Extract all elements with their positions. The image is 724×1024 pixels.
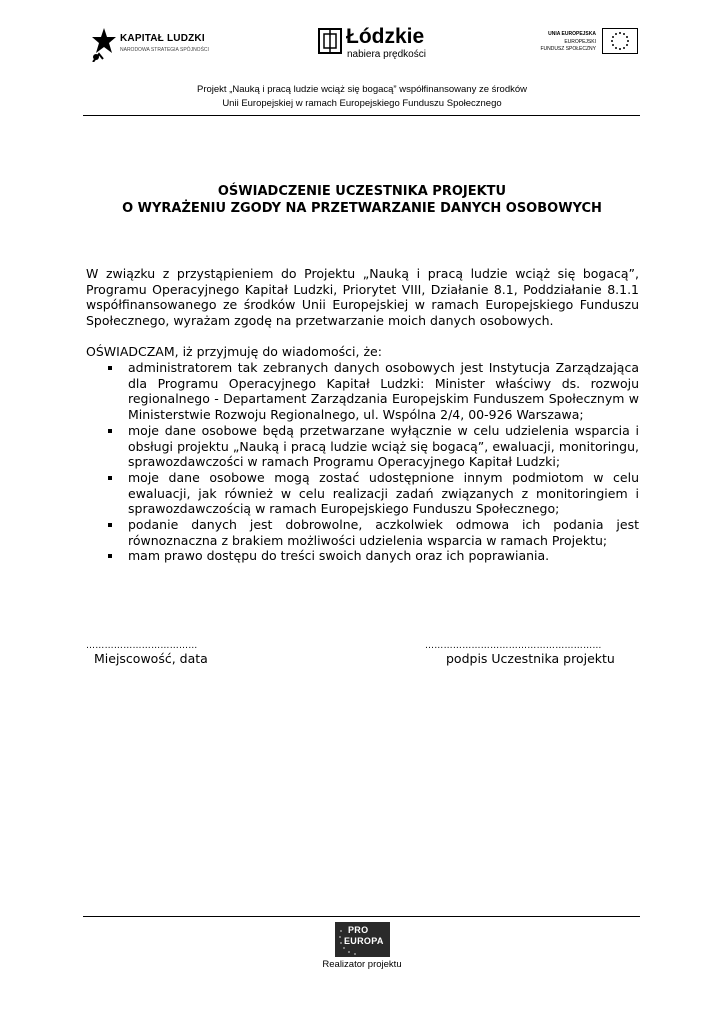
kapital-ludzki-title: KAPITAŁ LUDZKI bbox=[120, 33, 205, 44]
eu-logo-line2: EUROPEJSKI bbox=[564, 39, 596, 45]
title-line-2: O WYRAŻENIU ZGODY NA PRZETWARZANIE DANYCH OSOBOWYCH bbox=[122, 201, 602, 216]
eu-logo-line3: FUNDUSZ SPOŁECZNY bbox=[540, 46, 596, 52]
document-title bbox=[0, 183, 724, 217]
declaration-line: OŚWIADCZAM, iż przyjmuję do wiadomości, że: bbox=[86, 344, 382, 360]
list-item: podanie danych jest dobrowolne, aczkolwiek odmowa ich podania jest równoznaczna z brakiem możliwości udzielenia wsparcia w ramach Projektu; bbox=[86, 517, 639, 548]
project-cofinancing-note bbox=[0, 83, 724, 111]
lodzkie-logo bbox=[318, 26, 438, 62]
star-figure-icon bbox=[90, 26, 116, 62]
list-item: administratorem tak zebranych danych osobowych jest Instytucja Zarządzająca dla Programu Operacyjnego Kapitał Ludzki: Minister właściwy ds. rozwoju regionalnego - Departament Zarządzania Europejskim Funduszem Społecznym w Ministerstwie Rozwoju Regionalnego, ul. Wspólna 2/4, 00-926 Warszawa; bbox=[86, 360, 639, 423]
lodzkie-mark-icon bbox=[318, 28, 342, 54]
signature-line: ………………………………………………… bbox=[425, 641, 602, 651]
declaration-list bbox=[86, 360, 639, 564]
pro-logo-line1: PRO bbox=[348, 925, 369, 935]
pro-logo-line2: EUROPA bbox=[344, 936, 384, 946]
lodzkie-title: Łódzkie bbox=[346, 25, 425, 48]
lodzkie-tagline: nabiera prędkości bbox=[347, 49, 426, 60]
intro-paragraph: W związku z przystąpieniem do Projektu „Nauką i pracą ludzie wciąż się bogacą”, Programu Operacyjnego Kapitał Ludzki, Priorytet VIII, Działanie 8.1, Poddziałanie 8.1.1 współfinansowanego ze środków Unii Europejskiej w ramach Europejskiego Funduszu Społecznego, wyrażam zgodę na przetwarzanie moich danych osobowych. bbox=[86, 266, 639, 329]
signature-label: podpis Uczestnika projektu bbox=[446, 651, 615, 666]
header-divider bbox=[83, 115, 640, 116]
kapital-ludzki-logo bbox=[90, 26, 230, 62]
place-date-line: ……………………………… bbox=[86, 641, 198, 651]
footer-divider bbox=[83, 916, 640, 917]
eu-flag-icon bbox=[602, 28, 638, 54]
list-item: moje dane osobowe będą przetwarzane wyłącznie w celu udzielenia wsparcia i obsługi projektu „Nauką i pracą ludzie wciąż się bogacą”, ewaluacji, monitoringu, sprawozdawczości w ramach Programu Operacyjnego Kapitał Ludzki; bbox=[86, 423, 639, 470]
place-date-label: Miejscowość, data bbox=[94, 651, 208, 666]
document-body bbox=[86, 266, 639, 564]
eu-logo-line1: UNIA EUROPEJSKA bbox=[548, 31, 596, 37]
realizator-label: Realizator projektu bbox=[322, 959, 402, 970]
eu-efs-logo bbox=[532, 28, 638, 58]
pro-europa-logo bbox=[335, 922, 390, 957]
list-item: moje dane osobowe mogą zostać udostępnione innym podmiotom w celu ewaluacji, jak również w celu realizacji zadań związanych z monitoringiem i sprawozdawczością w ramach Europejskiego Funduszu Społecznego; bbox=[86, 470, 639, 517]
title-line-1: OŚWIADCZENIE UCZESTNIKA PROJEKTU bbox=[217, 184, 507, 199]
project-line-1: Projekt „Nauką i pracą ludzie wciąż się bogacą” współfinansowany ze środków bbox=[196, 84, 528, 95]
project-line-2: Unii Europejskiej w ramach Europejskiego Funduszu Społecznego bbox=[222, 98, 502, 109]
list-item: mam prawo dostępu do treści swoich danych oraz ich poprawiania. bbox=[86, 548, 639, 564]
kapital-ludzki-subtitle: NARODOWA STRATEGIA SPÓJNOŚCI bbox=[120, 47, 209, 53]
